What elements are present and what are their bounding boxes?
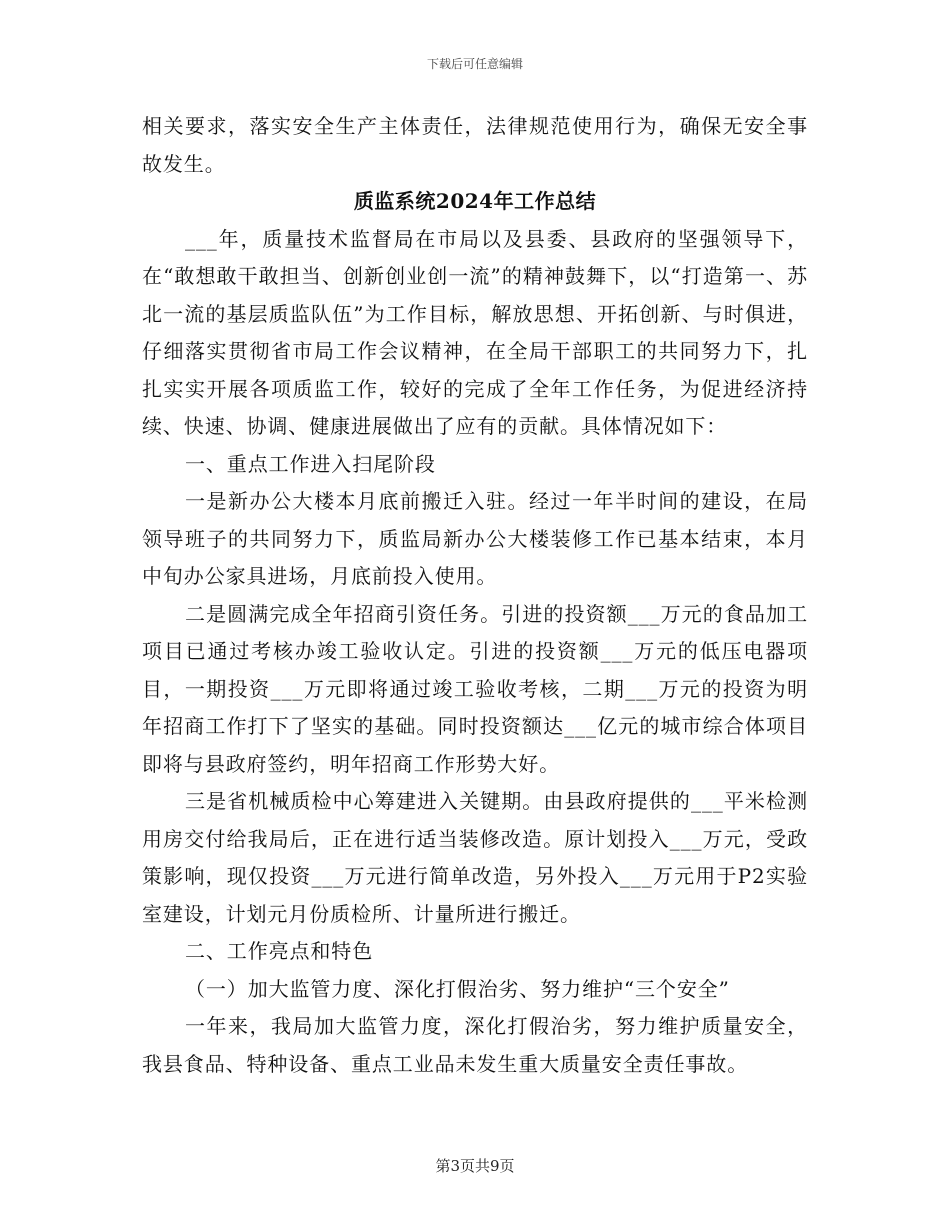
section-heading-2: 二、工作亮点和特色 xyxy=(185,939,374,963)
paragraph-intro: ___年，质量技术监督局在市局以及县委、县政府的坚强领导下，在“敢想敢干敢担当、创新创业创一流”的精神鼓舞下，以“打造第一、苏北一流的基层质监队伍”为工作目标，解放思想、开拓创新、与时俱进，仔细落实贯彻省市局工作会议精神，在全局干部职工的共同努力下，扎扎实实开展各项质监工作，较好的完成了全年工作任务，为促进经济持续、快速、协调、健康进展做出了应有的贡献。具体情况如下： xyxy=(142,226,808,438)
section-heading-1: 一、重点工作进入扫尾阶段 xyxy=(185,451,436,476)
page-header: 下载后可任意编辑 xyxy=(426,57,523,71)
paragraph-continuation: 相关要求，落实安全生产主体责任，法律规范使用行为，确保无安全事故发生。 xyxy=(142,114,808,176)
document-body xyxy=(142,108,808,1083)
paragraph-subsection-1: 一年来，我局加大监管力度，深化打假治劣，努力维护质量安全，我县食品、特种设备、重点工业品未发生重大质量安全责任事故。 xyxy=(142,1014,808,1076)
paragraph-item-2: 二是圆满完成全年招商引资任务。引进的投资额___万元的食品加工项目已通过考核办竣工验收认定。引进的投资额___万元的低压电器项目，一期投资___万元即将通过竣工验收考核，二期___万元的投资为明年招商工作打下了坚实的基础。同时投资额达___亿元的城市综合体项目即将与县政府签约，明年招商工作形势大好。 xyxy=(142,601,808,776)
paragraph-item-1: 一是新办公大楼本月底前搬迁入驻。经过一年半时间的建设，在局领导班子的共同努力下，质监局新办公大楼装修工作已基本结束，本月中旬办公家具进场，月底前投入使用。 xyxy=(142,489,808,588)
subsection-heading-1: （一）加大监管力度、深化打假治劣、努力维护“三个安全” xyxy=(185,976,730,1001)
document-title: 质监系统2024年工作总结 xyxy=(353,189,597,213)
paragraph-item-3: 三是省机械质检中心筹建进入关键期。由县政府提供的___平米检测用房交付给我局后，正在进行适当装修改造。原计划投入___万元，受政策影响，现仅投资___万元进行简单改造，另外投入___万元用于P2实验室建设，计划元月份质检所、计量所进行搬迁。 xyxy=(142,789,808,926)
page-number: 第3页共9页 xyxy=(435,1157,515,1175)
